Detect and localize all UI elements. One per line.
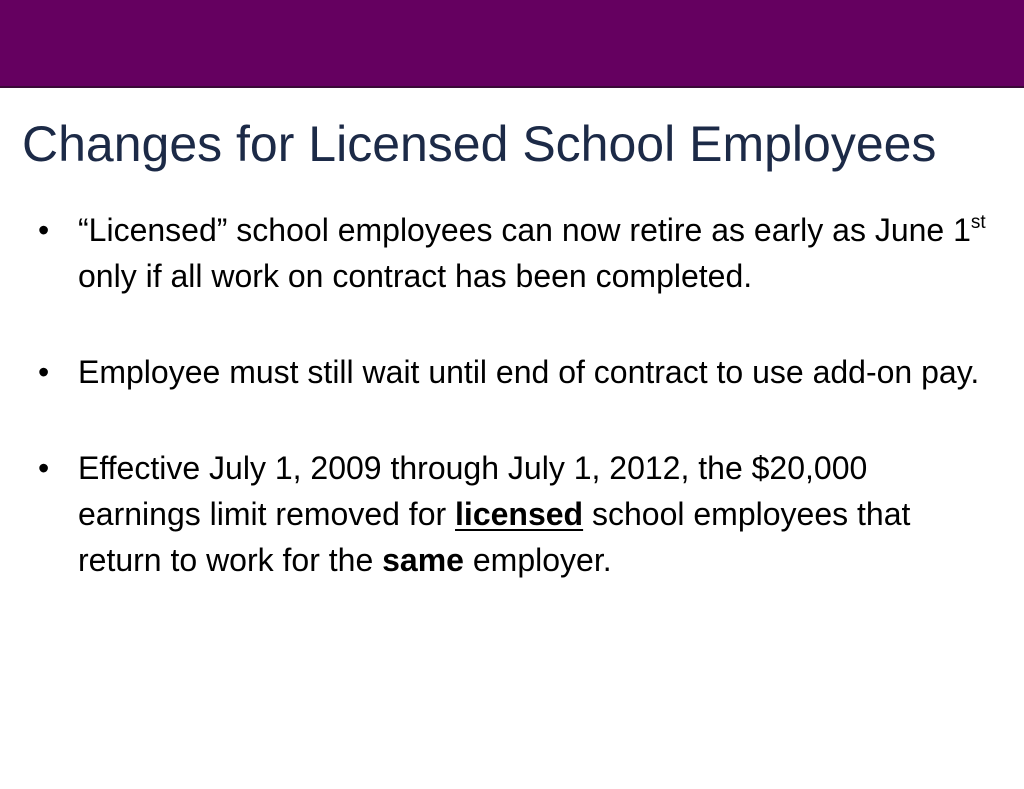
bullet-text: Employee must still wait until end of contract to use add-on pay. <box>78 354 980 390</box>
bullet-text-part: Effective July 1, 2009 through July 1, 2012, the $20,000 earnings limit removed for <box>78 450 868 532</box>
bullet-item-earnings-limit <box>38 445 998 583</box>
bullet-text-part: employer. <box>463 542 612 578</box>
bullet-list <box>38 207 998 583</box>
superscript-ordinal: st <box>970 212 986 234</box>
bullet-icon: • <box>38 212 50 248</box>
bullet-text-part: “Licensed” school employees can now retire as early as June 1 <box>78 212 971 248</box>
bullet-icon: • <box>38 354 50 390</box>
bullet-icon: • <box>38 450 50 486</box>
bullet-text-part: school employees that return to work for the <box>78 496 911 578</box>
bullet-text-part: only if all work on contract has been completed. <box>78 258 753 294</box>
emphasis-same: same <box>382 542 464 578</box>
bullet-item-add-on-pay <box>38 349 998 395</box>
bullet-text <box>78 445 998 583</box>
top-banner <box>0 0 1024 88</box>
bullet-item-retire-early <box>38 207 998 299</box>
slide-title: Changes for Licensed School Employees <box>22 116 937 172</box>
emphasis-licensed: licensed <box>455 496 584 532</box>
bullet-text <box>78 207 998 299</box>
